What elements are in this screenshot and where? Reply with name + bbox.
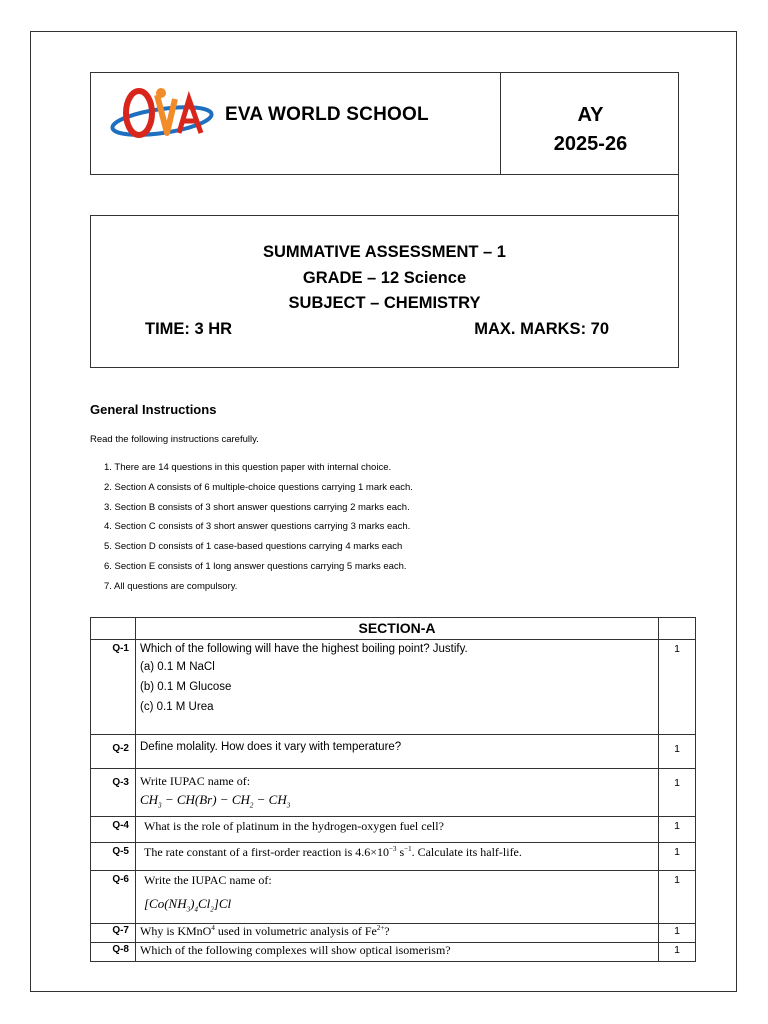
question-number: Q-5 [91, 843, 136, 871]
option-a: (a) 0.1 M NaCl [140, 661, 215, 673]
question-text-cell [136, 871, 659, 924]
table-row [91, 735, 696, 769]
table-row [91, 871, 696, 924]
ay-value: 2025-26 [553, 133, 628, 155]
question-text: Which of the following complexes will show optical isomerism? [136, 943, 659, 962]
academic-year-block [501, 101, 680, 159]
question-text-cell [136, 640, 659, 735]
header-box [90, 72, 679, 175]
question-text: Write IUPAC name of: [140, 774, 251, 788]
max-marks-label: MAX. MARKS: 70 [474, 320, 609, 338]
school-logo-icon [109, 85, 215, 145]
question-text: What is the role of platinum in the hydrogen-oxygen fuel cell? [136, 817, 659, 843]
table-row [91, 843, 696, 871]
school-name: EVA WORLD SCHOOL [225, 104, 429, 125]
question-marks: 1 [659, 943, 696, 962]
grade-title: GRADE – 12 Science [302, 269, 467, 287]
assessment-title: SUMMATIVE ASSESSMENT – 1 [263, 243, 506, 261]
formula: $CH_3 - CH(Br) - CH_2 - CH_3$ [140, 792, 291, 810]
instruction-item: 4. Section C consists of 3 short answer questions carrying 3 marks each. [104, 521, 411, 533]
question-text-cell [136, 769, 659, 817]
instruction-item: 2. Section A consists of 6 multiple-choice questions carrying 1 mark each. [104, 481, 413, 493]
question-marks: 1 [659, 735, 696, 769]
question-text: Which of the following will have the highest boiling point? Justify. [140, 643, 468, 655]
question-text: Why is KMnO$^4$ used in volumetric analysis of $Fe^{2+}$? [136, 924, 659, 943]
table-row [91, 924, 696, 943]
subject-title: SUBJECT – CHEMISTRY [288, 294, 481, 312]
instruction-item: 1. There are 14 questions in this question paper with internal choice. [104, 462, 392, 473]
question-marks: 1 [659, 817, 696, 843]
table-row [91, 817, 696, 843]
option-b: (b) 0.1 M Glucose [140, 681, 232, 693]
question-number: Q-8 [91, 943, 136, 962]
question-text: Define molality. How does it vary with temperature? [136, 735, 659, 769]
question-marks: 1 [659, 640, 696, 735]
question-text: The rate constant of a first-order reaction is $4.6\times 10^{-3}$ $s^{-1}$. Calculate its half-life. [136, 843, 659, 871]
section-header-row [91, 618, 696, 640]
question-marks: 1 [659, 769, 696, 817]
instructions-list [104, 461, 413, 600]
question-number: Q-4 [91, 817, 136, 843]
formula: $[Co(NH_3)_4Cl_2]Cl$ [144, 896, 232, 914]
question-number: Q-1 [91, 640, 136, 735]
instruction-item: 5. Section D consists of 1 case-based questions carrying 4 marks each [104, 541, 403, 553]
question-number: Q-2 [91, 735, 136, 769]
question-marks: 1 [659, 871, 696, 924]
title-box [90, 215, 679, 368]
question-marks: 1 [659, 843, 696, 871]
question-number: Q-7 [91, 924, 136, 943]
question-number: Q-6 [91, 871, 136, 924]
instruction-item: 3. Section B consists of 3 short answer questions carrying 2 marks each. [104, 501, 410, 513]
table-row [91, 943, 696, 962]
table-row [91, 640, 696, 735]
time-label: TIME: 3 HR [145, 320, 233, 338]
option-c: (c) 0.1 M Urea [140, 701, 214, 713]
instructions-heading: General Instructions [90, 402, 217, 417]
instruction-item: 6. Section E consists of 1 long answer questions carrying 5 marks each. [104, 560, 407, 572]
instructions-intro: Read the following instructions carefully. [90, 434, 259, 445]
connector-line [678, 174, 679, 215]
table-row [91, 769, 696, 817]
section-a-table [90, 617, 696, 962]
question-text: Write the IUPAC name of: [144, 873, 272, 887]
question-marks: 1 [659, 924, 696, 943]
instruction-item: 7. All questions are compulsory. [104, 580, 238, 592]
section-heading: SECTION-A [136, 618, 659, 640]
ay-label: AY [577, 104, 604, 126]
question-number: Q-3 [91, 769, 136, 817]
